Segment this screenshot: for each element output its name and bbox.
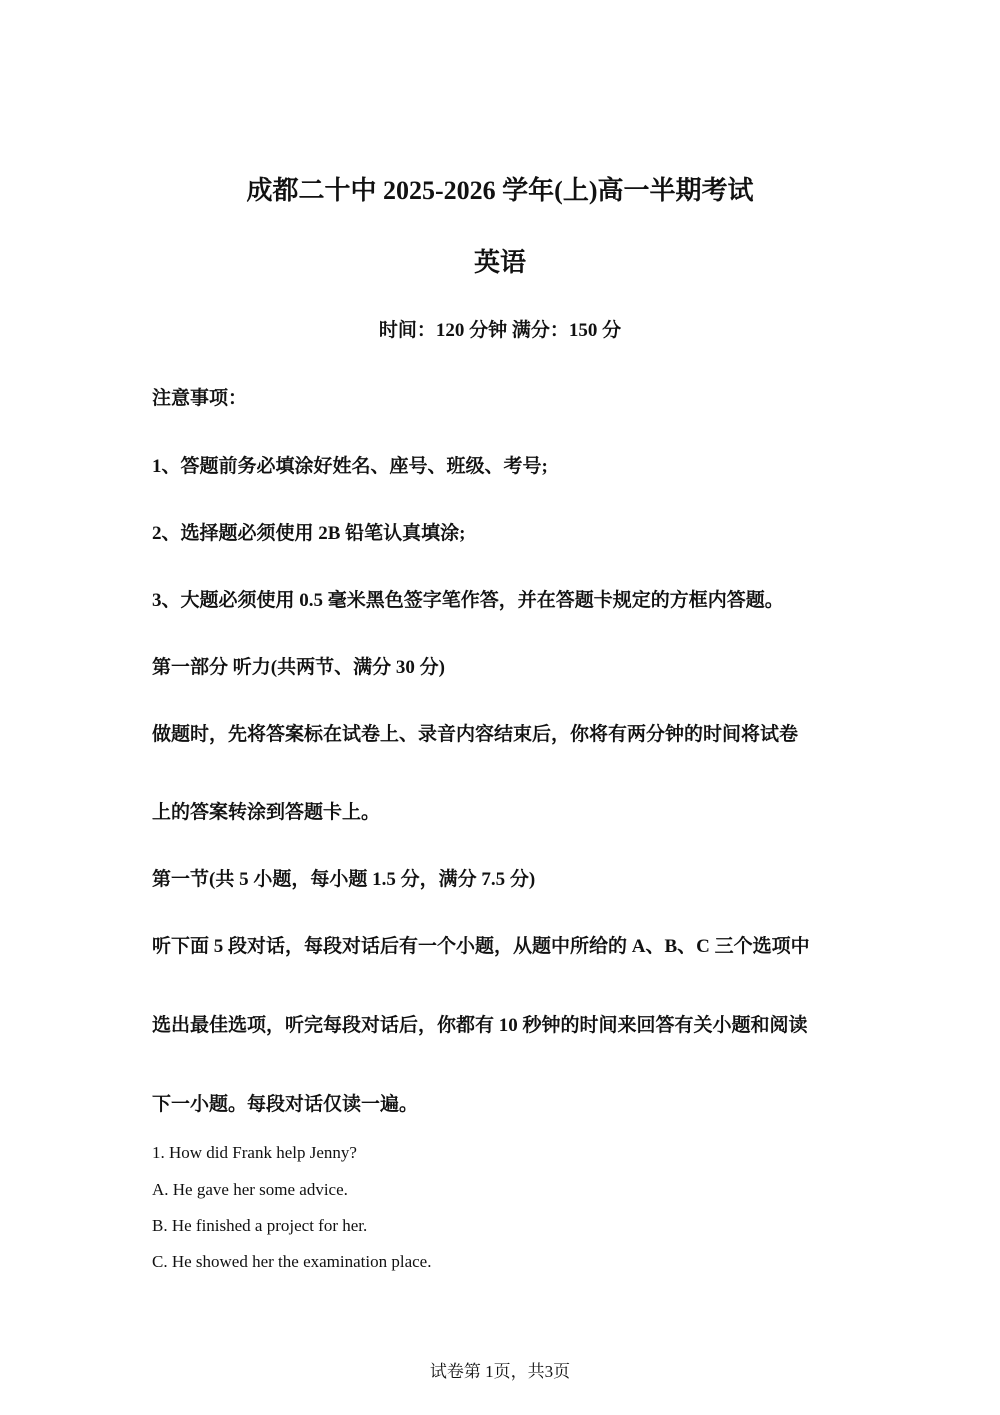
section1-instruction-line-2: 选出最佳选项，听完每段对话后，你都有 10 秒钟的时间来回答有关小题和阅读 [152, 1015, 808, 1036]
section1-instruction-line-3: 下一小题。每段对话仅读一遍。 [152, 1094, 419, 1115]
section1-instruction-line-1: 听下面 5 段对话，每段对话后有一个小题，从题中所给的 A、B、C 三个选项中 [152, 936, 810, 957]
notes-item-3: 3、大题必须使用 0.5 毫米黑色签字笔作答，并在答题卡规定的方框内答题。 [152, 590, 784, 611]
part1-heading: 第一部分 听力(共两节、满分 30 分) [152, 657, 445, 678]
question-1-option-b: B. He finished a project for her. [152, 1216, 368, 1235]
part1-instruction-line-2: 上的答案转涂到答题卡上。 [152, 802, 381, 823]
exam-subject: 英语 [473, 248, 526, 277]
question-1-option-a: A. He gave her some advice. [152, 1180, 348, 1199]
notes-item-1: 1、答题前务必填涂好姓名、座号、班级、考号; [152, 456, 548, 477]
question-1-option-c: C. He showed her the examination place. [152, 1252, 432, 1271]
question-1-stem: 1. How did Frank help Jenny? [152, 1143, 357, 1162]
exam-time-info: 时间：120 分钟 满分：150 分 [378, 320, 622, 341]
notes-item-2: 2、选择题必须使用 2B 铅笔认真填涂; [152, 523, 466, 544]
section1-heading: 第一节(共 5 小题，每小题 1.5 分，满分 7.5 分) [152, 869, 536, 890]
part1-instruction-line-1: 做题时，先将答案标在试卷上、录音内容结束后，你将有两分钟的时间将试卷 [152, 724, 799, 745]
notes-heading: 注意事项： [152, 388, 248, 409]
exam-title: 成都二十中 2025-2026 学年(上)高一半期考试 [246, 176, 754, 205]
page-footer: 试卷第 1页，共3页 [429, 1362, 571, 1381]
